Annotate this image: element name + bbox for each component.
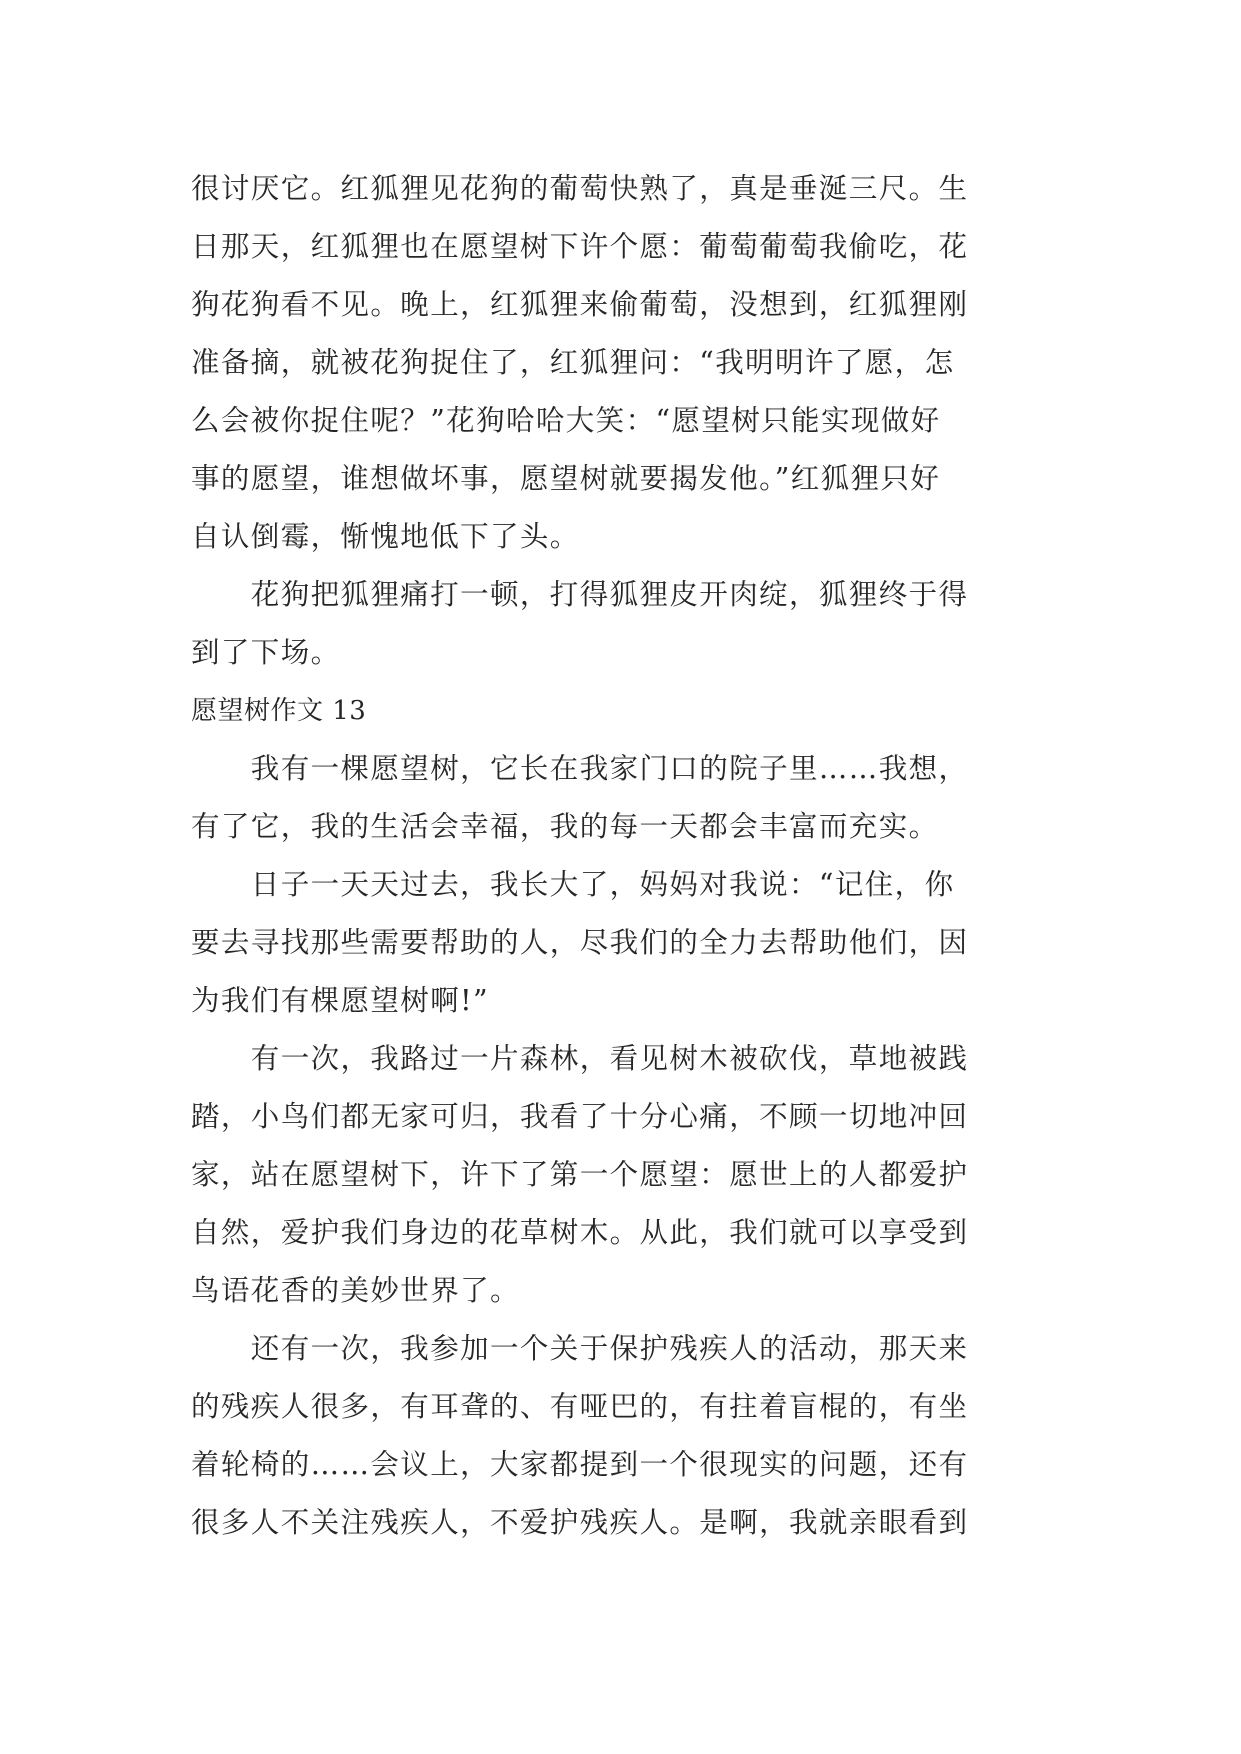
text-line: 家，站在愿望树下，许下了第一个愿望：愿世上的人都爱护 — [191, 1158, 969, 1191]
paragraph-3 — [191, 740, 1056, 856]
paragraph-1 — [191, 160, 1056, 566]
text-line: 狗花狗看不见。晚上，红狐狸来偷葡萄，没想到，红狐狸刚 — [191, 288, 969, 321]
text-line: 我有一棵愿望树，它长在我家门口的院子里……我想， — [191, 752, 969, 785]
text-line: 要去寻找那些需要帮助的人，尽我们的全力去帮助他们，因 — [191, 926, 969, 959]
text-line: 鸟语花香的美妙世界了。 — [191, 1274, 520, 1307]
text-line: 自认倒霉，惭愧地低下了头。 — [191, 520, 580, 553]
text-line: 日子一天天过去，我长大了，妈妈对我说：“记住，你 — [191, 868, 955, 901]
text-line: 花狗把狐狸痛打一顿，打得狐狸皮开肉绽，狐狸终于得 — [191, 578, 969, 611]
text-line: 到了下场。 — [191, 636, 341, 669]
text-line: 日那天，红狐狸也在愿望树下许个愿：葡萄葡萄我偷吃，花 — [191, 230, 969, 263]
text-line: 自然，爱护我们身边的花草树木。从此，我们就可以享受到 — [191, 1216, 969, 1249]
text-line: 很多人不关注残疾人，不爱护残疾人。是啊，我就亲眼看到 — [191, 1506, 969, 1539]
section-title: 愿望树作文 13 — [191, 696, 367, 726]
text-line: 着轮椅的……会议上，大家都提到一个很现实的问题，还有 — [191, 1448, 969, 1481]
text-line: 事的愿望，谁想做坏事，愿望树就要揭发他。”红狐狸只好 — [191, 462, 941, 495]
text-line: 很讨厌它。红狐狸见花狗的葡萄快熟了，真是垂涎三尺。生 — [191, 172, 969, 205]
text-line: 准备摘，就被花狗捉住了，红狐狸问：“我明明许了愿，怎 — [191, 346, 955, 379]
text-line: 的残疾人很多，有耳聋的、有哑巴的，有拄着盲棍的，有坐 — [191, 1390, 969, 1423]
text-line: 有了它，我的生活会幸福，我的每一天都会丰富而充实。 — [191, 810, 939, 843]
document-page — [191, 160, 1056, 1552]
paragraph-6 — [191, 1320, 1056, 1552]
text-line: 么会被你捉住呢？”花狗哈哈大笑：“愿望树只能实现做好 — [191, 404, 941, 437]
paragraph-2 — [191, 566, 1056, 682]
text-line: 为我们有棵愿望树啊!” — [191, 984, 489, 1017]
paragraph-5 — [191, 1030, 1056, 1320]
text-line: 还有一次，我参加一个关于保护残疾人的活动，那天来 — [191, 1332, 969, 1365]
text-line: 踏，小鸟们都无家可归，我看了十分心痛，不顾一切地冲回 — [191, 1100, 969, 1133]
paragraph-4 — [191, 856, 1056, 1030]
text-line: 有一次，我路过一片森林，看见树木被砍伐，草地被践 — [191, 1042, 969, 1075]
